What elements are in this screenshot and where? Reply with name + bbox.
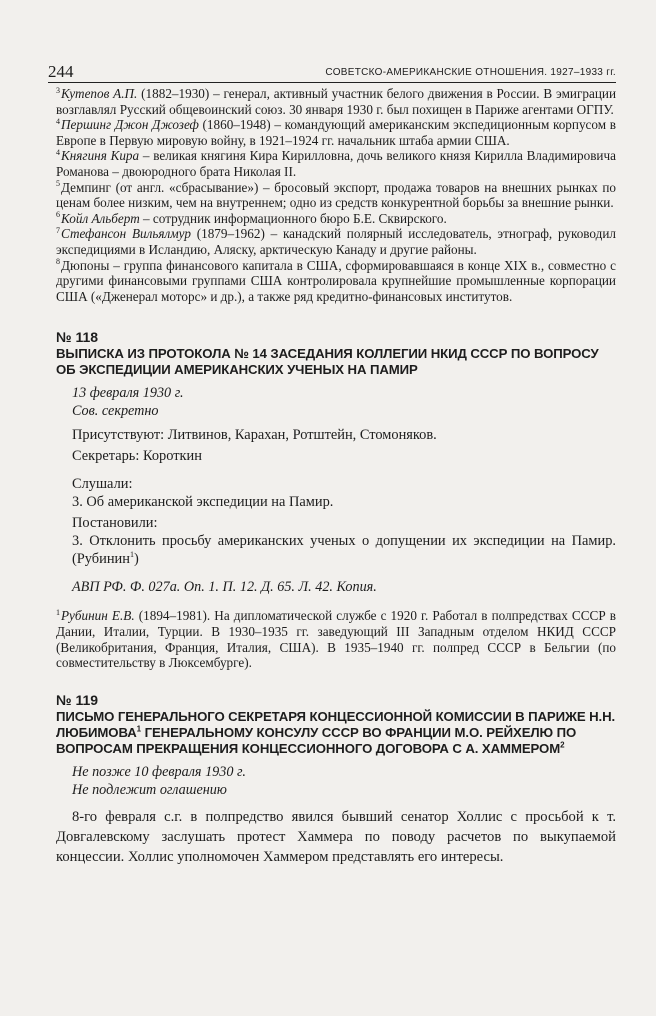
footnote-name: Стефансон Вильялмур [61,226,191,242]
resolved-item [56,532,616,568]
footnote-mark: 7 [56,225,60,235]
footnote [56,148,616,179]
heard-item: 3. Об американской экспедиции на Памир. [72,494,334,511]
document-date: Не позже 10 февраля 1930 г. [72,763,246,780]
resolved-label: Постановили: [72,515,158,532]
document-classification: Не подлежит оглашению [72,781,227,798]
footnote [56,86,616,117]
footnote-mark: 1 [136,724,142,734]
document-119 [56,691,616,867]
resolved-end: ) [133,551,139,568]
footnote-name: Рубинин Е.В. [61,608,135,624]
footnote-text: (1879–1962) – канадский полярный исследователь, этнограф, руководил экспедициями в Исландию, Аляску, арктическую Канаду и другие районы. [56,226,616,257]
footnote-text: – великая княгиня Кира Кирилловна, дочь великого князя Кирилла Владимировича Романова – двоюродного брата Николая II. [56,148,616,179]
footnote-mark: 4 [56,116,60,126]
footnotes-top [56,86,616,304]
footnote-mark: 3 [56,85,60,95]
footnote-mark: 5 [56,179,60,189]
footnote-mark: 1 [129,550,134,560]
heard-label: Слушали: [72,476,133,493]
footnote-mark: 2 [560,740,565,750]
page-number: 244 [48,62,74,81]
footnote-text: (1894–1981). На дипломатической службе с 1920 г. Работал в полпредствах СССР в Дании, Италии, Турции. В 1930–1935 гг. заведующий III Западным отделом НКИД СССР (Великобритания, Франция, Италия, США). В 1935–1940 гг. полпред СССР в Бельгии (по совместительству в Люксембурге). [56,608,616,671]
footnote-name: Койл Альберт [61,210,140,226]
document-number: № 118 [56,329,99,346]
footnote-text: (1882–1930) – генерал, активный участник белого движения в России. В эмиграции возглавлял Русский общевоинский союз. 30 января 1930 г. был похищен в Париже агентами ОГПУ. [56,86,616,117]
running-title: СОВЕТСКО-АМЕРИКАНСКИЕ ОТНОШЕНИЯ. 1927–1933 гг. [325,67,616,78]
footnote-mark: 1 [56,607,60,617]
page-header [48,62,616,83]
document-title-part: ГЕНЕРАЛЬНОМУ КОНСУЛУ СССР ВО ФРАНЦИИ М.О. РЕЙХЕЛЮ ПО ВОПРОСАМ ПРЕКРАЩЕНИЯ КОНЦЕССИОННОГО ДОГОВОРА С А. ХАММЕРОМ [56,724,577,756]
document-classification: Сов. секретно [72,403,159,420]
footnote-mark: 8 [56,257,60,267]
footnote-text: Дюпоны – группа финансового капитала в США, сформировавшаяся в конце XIX в., совместно с другими финансовыми группами США контролировала крупнейшие промышленные корпорации США («Дженерал моторс» и др.), а также ряд кредитно-финансовых институтов. [56,257,616,304]
document-title: ВЫПИСКА ИЗ ПРОТОКОЛА № 14 ЗАСЕДАНИЯ КОЛЛЕГИИ НКИД СССР ПО ВОПРОСУ ОБ ЭКСПЕДИЦИИ АМЕРИКАНСКИХ УЧЕНЫХ НА ПАМИР [56,346,599,378]
footnote [56,211,616,227]
document-title-part: ПИСЬМО ГЕНЕРАЛЬНОГО СЕКРЕТАРЯ КОНЦЕССИОННОЙ КОМИССИИ В ПАРИЖЕ Н.Н. ЛЮБИМОВА [56,708,616,740]
footnote [56,180,616,211]
footnote [56,226,616,257]
secretary: Секретарь: Короткин [72,448,202,465]
footnote [56,117,616,148]
document-title [56,709,616,757]
footnote-mark: 6 [56,210,60,220]
page-content [56,86,616,867]
footnote-text: Демпинг (от англ. «сбрасывание») – бросовый экспорт, продажа товаров на внешних рынках по ценам более низким, чем на внутреннем; одно из средств конкурентной борьбы за внешние рынки. [56,179,616,211]
footnote-text: (1860–1948) – командующий американским экспедиционным корпусом в Европе в Первую мировую войну, в 1921–1924 гг. начальник штаба армии США. [56,117,617,148]
archive-reference: АВП РФ. Ф. 027а. Оп. 1. П. 12. Д. 65. Л. 42. Копия. [72,579,377,596]
footnote [56,258,616,305]
footnote-name: Княгиня Кира [61,148,140,164]
footnote-mark: 4 [56,147,60,157]
document-number: № 119 [56,691,99,708]
attendees: Присутствуют: Литвинов, Карахан, Ротштейн, Стомоняков. [72,427,437,444]
footnote [56,608,616,670]
resolved-text: 3. Отклонить просьбу американских ученых о допущении их экспедиции на Памир. (Рубинин [72,533,616,568]
document-date: 13 февраля 1930 г. [72,385,184,402]
footnote-name: Першинг Джон Джозеф [61,117,199,133]
footnote-name: Кутепов А.П. [61,86,138,101]
document-118 [56,328,616,670]
body-paragraph: 8-го февраля с.г. в полпредство явился бывший сенатор Холлис с просьбой к т. Довгалевскому заслушать протест Хаммера по поводу расчетов по выкупаемой концессии. Холлис уполномочен Хаммером представлять его интересы. [56,808,616,865]
footnote-text: – сотрудник информационного бюро Б.Е. Сквирского. [139,210,447,226]
